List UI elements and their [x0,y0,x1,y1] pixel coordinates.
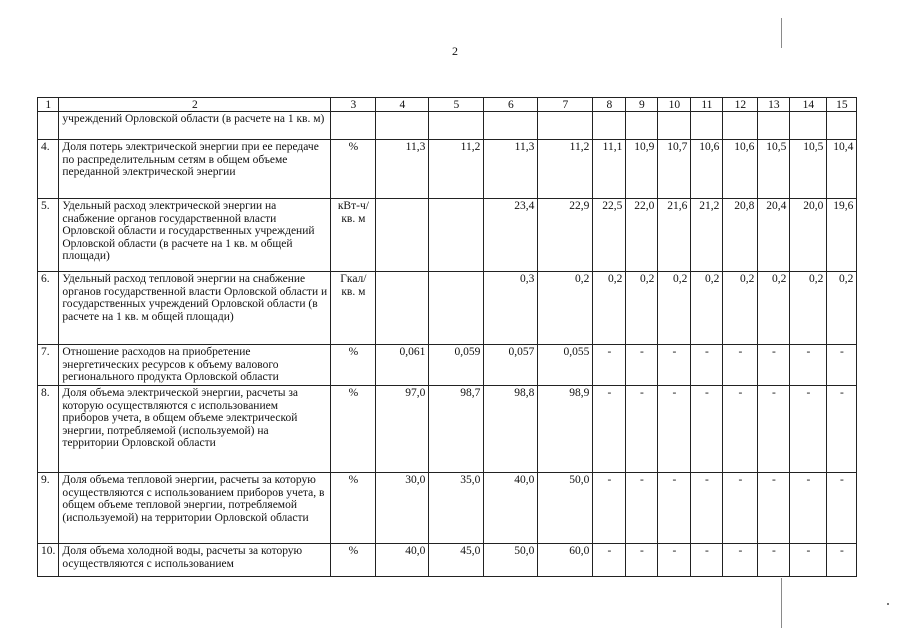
row-number [38,112,59,140]
margin-line-top [781,18,782,48]
column-header-12: 12 [723,98,758,112]
value-cell: - [593,544,626,577]
value-cell: 23,4 [484,199,538,272]
value-cell [376,199,429,272]
row-number: 4. [38,140,59,199]
indicators-table [37,97,857,577]
value-cell: - [723,345,758,386]
value-cell: 0,2 [827,272,857,345]
value-cell: - [691,345,723,386]
value-cell: 10,7 [658,140,691,199]
indicator-name: Отношение расходов на приобретение энергетических ресурсов к объему валового регионального продукта Орловской области [59,345,331,386]
value-cell: - [626,473,658,544]
table-row [38,272,857,345]
value-cell: 0,059 [429,345,484,386]
column-header-11: 11 [691,98,723,112]
row-number: 5. [38,199,59,272]
value-cell: - [827,473,857,544]
value-cell: 0,3 [484,272,538,345]
unit-cell: % [331,345,376,386]
value-cell [790,112,827,140]
value-cell [827,112,857,140]
value-cell: - [758,345,790,386]
value-cell: 50,0 [484,544,538,577]
value-cell: 0,057 [484,345,538,386]
value-cell: 30,0 [376,473,429,544]
value-cell: 0,2 [658,272,691,345]
unit-cell: % [331,386,376,473]
value-cell: 98,8 [484,386,538,473]
table-row [38,112,857,140]
table-row [38,544,857,577]
value-cell: - [827,345,857,386]
value-cell: 11,3 [376,140,429,199]
row-number: 10. [38,544,59,577]
value-cell [658,112,691,140]
table-row [38,345,857,386]
value-cell: 40,0 [376,544,429,577]
value-cell: 0,2 [538,272,593,345]
value-cell: 60,0 [538,544,593,577]
value-cell: - [827,544,857,577]
value-cell: 40,0 [484,473,538,544]
value-cell: 0,2 [758,272,790,345]
value-cell: - [758,544,790,577]
indicator-name: Доля объема тепловой энергии, расчеты за которую осуществляются с использованием приборов учета, в общем объеме тепловой энергии, потребляемой (используемой) на территории Орловской области [59,473,331,544]
unit-cell: % [331,544,376,577]
table-row [38,386,857,473]
value-cell: - [658,345,691,386]
column-header-6: 6 [484,98,538,112]
value-cell [376,112,429,140]
value-cell: 0,2 [593,272,626,345]
value-cell: 10,9 [626,140,658,199]
value-cell [376,272,429,345]
value-cell [593,112,626,140]
value-cell: - [691,386,723,473]
column-header-15: 15 [827,98,857,112]
value-cell: 21,6 [658,199,691,272]
value-cell [538,112,593,140]
value-cell: 10,6 [723,140,758,199]
margin-line-bottom [781,578,782,628]
column-header-2: 2 [59,98,331,112]
column-header-7: 7 [538,98,593,112]
value-cell: 0,2 [790,272,827,345]
row-number: 7. [38,345,59,386]
value-cell: - [626,386,658,473]
indicator-name: Удельный расход тепловой энергии на снабжение органов государственной власти Орловской области и государственных учреждений Орловской области (в расчете на 1 кв. м общей площади) [59,272,331,345]
value-cell: - [790,473,827,544]
value-cell: - [626,345,658,386]
row-number: 6. [38,272,59,345]
value-cell: 22,0 [626,199,658,272]
value-cell: - [758,386,790,473]
value-cell: 10,5 [758,140,790,199]
value-cell: 19,6 [827,199,857,272]
value-cell: - [790,345,827,386]
column-header-1: 1 [38,98,59,112]
value-cell: 45,0 [429,544,484,577]
value-cell: - [626,544,658,577]
value-cell: 10,5 [790,140,827,199]
value-cell: 11,3 [484,140,538,199]
unit-cell: % [331,473,376,544]
scan-artifact [887,603,889,605]
value-cell: 21,2 [691,199,723,272]
value-cell: 10,4 [827,140,857,199]
indicator-name: учреждений Орловской области (в расчете на 1 кв. м) [59,112,331,140]
table-row [38,140,857,199]
column-header-13: 13 [758,98,790,112]
table-row [38,473,857,544]
column-header-8: 8 [593,98,626,112]
column-header-14: 14 [790,98,827,112]
value-cell [758,112,790,140]
value-cell [484,112,538,140]
value-cell: 22,5 [593,199,626,272]
value-cell: - [790,386,827,473]
value-cell: - [827,386,857,473]
value-cell [429,112,484,140]
value-cell: 11,2 [538,140,593,199]
value-cell: 0,2 [691,272,723,345]
value-cell: - [758,473,790,544]
value-cell: - [593,386,626,473]
value-cell: 0,055 [538,345,593,386]
value-cell: - [593,473,626,544]
value-cell: 0,2 [723,272,758,345]
value-cell: - [790,544,827,577]
value-cell: 11,2 [429,140,484,199]
value-cell: 50,0 [538,473,593,544]
value-cell: 10,6 [691,140,723,199]
value-cell [691,112,723,140]
value-cell [429,199,484,272]
value-cell: - [723,544,758,577]
value-cell: - [658,473,691,544]
value-cell: - [658,386,691,473]
unit-cell: % [331,140,376,199]
unit-cell: кВт-ч/ кв. м [331,199,376,272]
table-row [38,199,857,272]
value-cell: - [658,544,691,577]
value-cell: 11,1 [593,140,626,199]
value-cell: 20,8 [723,199,758,272]
indicator-name: Доля потерь электрической энергии при ее передаче по распределительным сетям в общем объеме переданной электрической энергии [59,140,331,199]
value-cell: - [593,345,626,386]
value-cell: 20,4 [758,199,790,272]
value-cell: 0,061 [376,345,429,386]
row-number: 9. [38,473,59,544]
value-cell: - [723,473,758,544]
value-cell: 98,9 [538,386,593,473]
value-cell: - [691,544,723,577]
indicator-name: Удельный расход электрической энергии на снабжение органов государственной власти Орловской области и государственных учреждений Орловской области (в расчете на 1 кв. м общей площади) [59,199,331,272]
unit-cell [331,112,376,140]
column-header-9: 9 [626,98,658,112]
value-cell: 0,2 [626,272,658,345]
column-header-5: 5 [429,98,484,112]
indicator-name: Доля объема электрической энергии, расчеты за которую осуществляются с использованием приборов учета, в общем объеме электрической энергии, потребляемой (используемой) на территории Орловской области [59,386,331,473]
column-header-3: 3 [331,98,376,112]
page-number: 2 [452,44,458,58]
column-header-4: 4 [376,98,429,112]
value-cell: 20,0 [790,199,827,272]
value-cell: 98,7 [429,386,484,473]
column-header-10: 10 [658,98,691,112]
value-cell [626,112,658,140]
value-cell: - [723,386,758,473]
value-cell: 35,0 [429,473,484,544]
value-cell [723,112,758,140]
unit-cell: Гкал/ кв. м [331,272,376,345]
value-cell [429,272,484,345]
value-cell: 22,9 [538,199,593,272]
table-header-row [38,98,857,112]
indicator-name: Доля объема холодной воды, расчеты за которую осуществляются с использованием [59,544,331,577]
value-cell: - [691,473,723,544]
value-cell: 97,0 [376,386,429,473]
row-number: 8. [38,386,59,473]
